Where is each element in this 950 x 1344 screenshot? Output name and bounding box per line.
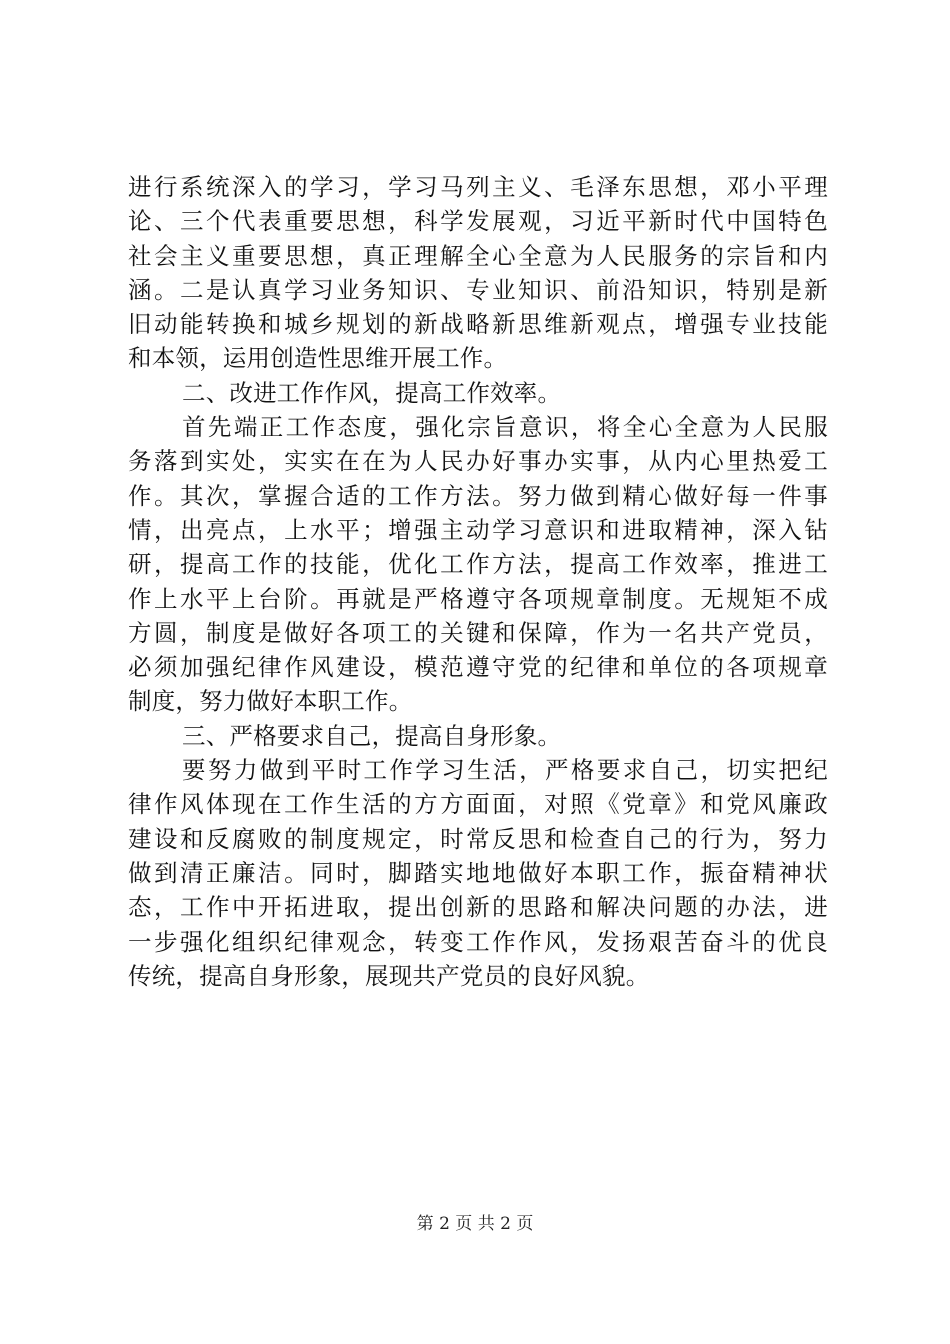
text-line: 论、三个代表重要思想，科学发展观，习近平新时代中国特色 <box>128 207 828 236</box>
section-heading: 二、改进工作作风，提高工作效率。 <box>182 378 562 407</box>
text-line: 旧动能转换和城乡规划的新战略新思维新观点，增强专业技能 <box>128 310 828 339</box>
text-line: 作上水平上台阶。再就是严格遵守各项规章制度。无规矩不成 <box>128 584 828 613</box>
text-line: 作。其次，掌握合适的工作方法。努力做到精心做好每一件事 <box>128 481 828 510</box>
text-line: 涵。二是认真学习业务知识、专业知识、前沿知识，特别是新 <box>128 275 828 304</box>
text-line: 务落到实处，实实在在为人民办好事办实事，从内心里热爱工 <box>128 447 828 476</box>
text-line: 社会主义重要思想，真正理解全心全意为人民服务的宗旨和内 <box>128 241 828 270</box>
text-line: 情，出亮点，上水平；增强主动学习意识和进取精神，深入钻 <box>128 515 828 544</box>
text-line: 一步强化组织纪律观念，转变工作作风，发扬艰苦奋斗的优良 <box>128 927 828 956</box>
text-line: 研，提高工作的技能，优化工作方法，提高工作效率，推进工 <box>128 550 828 579</box>
text-line: 态，工作中开拓进取，提出创新的思路和解决问题的办法，进 <box>128 893 828 922</box>
document-body <box>128 170 828 993</box>
text-line: 方圆，制度是做好各项工的关键和保障，作为一名共产党员， <box>128 618 828 647</box>
text-line: 必须加强纪律作风建设，模范遵守党的纪律和单位的各项规章 <box>128 653 828 682</box>
section-heading: 三、严格要求自己，提高自身形象。 <box>182 721 562 750</box>
text-line: 律作风体现在工作生活的方方面面，对照《党章》和党风廉政 <box>128 790 828 819</box>
text-line: 建设和反腐败的制度规定，时常反思和检查自己的行为，努力 <box>128 824 828 853</box>
text-line: 进行系统深入的学习，学习马列主义、毛泽东思想，邓小平理 <box>128 173 828 201</box>
text-line: 首先端正工作态度，强化宗旨意识，将全心全意为人民服 <box>182 413 828 442</box>
page-number-footer: 第 2 页 共 2 页 <box>416 1214 534 1234</box>
text-line: 传统，提高自身形象，展现共产党员的良好风貌。 <box>128 961 650 990</box>
text-line: 做到清正廉洁。同时，脚踏实地地做好本职工作，振奋精神状 <box>128 858 828 887</box>
text-line: 要努力做到平时工作学习生活，严格要求自己，切实把纪 <box>182 756 828 785</box>
text-line: 制度，努力做好本职工作。 <box>128 687 413 716</box>
text-line: 和本领，运用创造性思维开展工作。 <box>128 344 508 373</box>
